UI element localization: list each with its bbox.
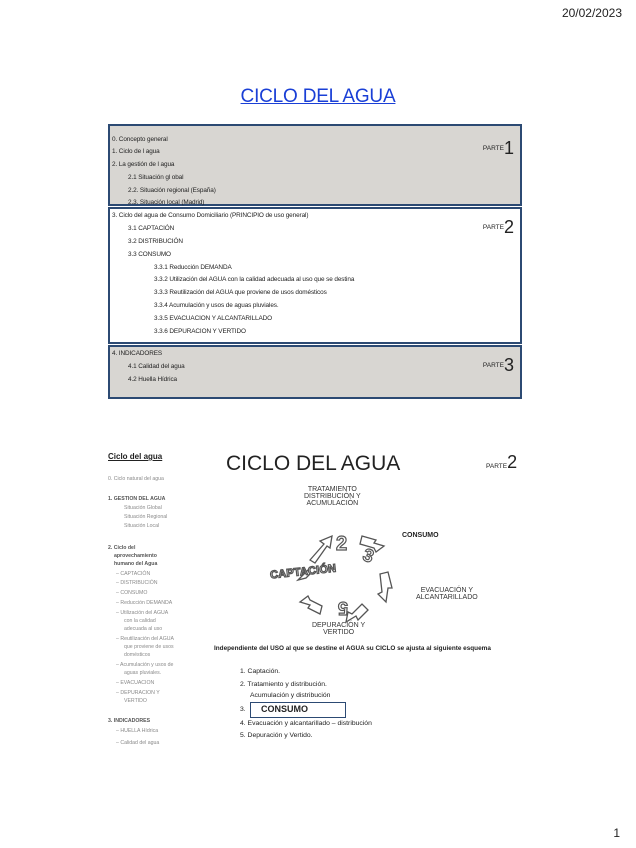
sidebar-item: – Calidad del agua: [116, 740, 160, 746]
arrow-number-5: 5: [337, 598, 348, 618]
independent-text: Independiente del USO al que se destine el AGUA su CICLO se ajusta al siguiente esquema: [214, 645, 491, 652]
parte-number: 1: [503, 138, 514, 158]
slide1-title[interactable]: CICLO DEL AGUA: [240, 86, 396, 107]
parte-number: 3: [503, 355, 514, 375]
sidebar-item: que proviene de usos: [124, 644, 174, 650]
parte-number: 2: [503, 217, 514, 237]
arrow-icon: [378, 572, 392, 602]
cycle-depuracion-label: DEPURACIÓN Y VERTIDO: [312, 622, 366, 636]
sidebar-item: aprovechamiento: [114, 553, 157, 559]
parte-3-label: [483, 355, 514, 376]
sidebar-title: Ciclo del agua: [108, 452, 163, 461]
parte-word: PARTE: [486, 463, 508, 470]
part1-box: [108, 124, 522, 206]
part2-line: 3.3 CONSUMO: [128, 251, 171, 258]
sidebar-item: – CONSUMO: [116, 590, 148, 596]
sidebar-item: – EVACUACION: [116, 680, 155, 686]
sidebar-item: domésticos: [124, 652, 151, 658]
parte-2-label: [483, 217, 514, 238]
step-item: 5. Depuración y Vertido.: [240, 732, 313, 739]
step-item: 4. Evacuación y alcantarillado – distribución: [240, 720, 372, 727]
sidebar-item: aguas pluviales.: [124, 670, 162, 676]
sidebar-item: – HUELLA Hídrica: [116, 728, 159, 734]
part2-line: 3.2 DISTRIBUCIÓN: [128, 238, 183, 245]
part2-line: 3.3.6 DEPURACION Y VERTIDO: [154, 328, 246, 335]
part2-line: 3.3.1 Reducción DEMANDA: [154, 264, 232, 271]
part3-line: 4. INDICADORES: [112, 350, 163, 357]
sidebar-item: 0. Ciclo natural del agua: [108, 476, 164, 482]
part2-box: [108, 207, 522, 344]
cycle-evacuacion-label: EVACUACIÓN Y ALCANTARILLADO: [416, 587, 478, 601]
sidebar-item: – DISTRIBUCIÓN: [116, 580, 158, 586]
sidebar-item: – Acumulación y usos de: [116, 662, 174, 668]
arrow-icon: [310, 536, 332, 563]
parte-1-label: [483, 138, 514, 159]
part2-line: 3.3.3 Reutilización del AGUA que proviene de usos domésticos: [154, 289, 327, 296]
sidebar-item: VERTIDO: [124, 698, 147, 704]
slide2-title: CICLO DEL AGUA: [226, 452, 401, 475]
parte-number: 2: [507, 452, 518, 472]
arrow-number-3: 3: [360, 544, 377, 567]
sidebar-item: 2. Ciclo del: [108, 545, 136, 551]
sidebar-item: 3. INDICADORES: [108, 718, 151, 724]
sidebar-item: humano del Agua: [114, 561, 158, 567]
step-item: 1. Captación.: [240, 668, 281, 675]
sidebar-item: 1. GESTION DEL AGUA: [108, 496, 166, 502]
cycle-consumo-label: CONSUMO: [402, 532, 439, 539]
page-number: 1: [613, 826, 620, 840]
sidebar-item: – Reducción DEMANDA: [116, 600, 173, 606]
cycle-captacion-label: CAPTACIÓN: [269, 562, 337, 582]
sidebar-item: Situación Local: [124, 523, 160, 529]
parte-word: PARTE: [482, 362, 504, 369]
parte-word: PARTE: [482, 224, 504, 231]
part2-line: 3. Ciclo del agua de Consumo Domiciliario (PRINCIPIO de uso general): [112, 212, 309, 219]
part1-line: 2.2. Situación regional (España): [128, 187, 216, 194]
arrow-number-2: 2: [336, 533, 348, 555]
part3-line: 4.1 Calidad del agua: [128, 363, 185, 370]
sidebar-item: con la calidad: [124, 618, 156, 624]
sidebar-item: – CAPTACIÓN: [116, 571, 151, 577]
sidebar-item: – Reutilización del AGUA: [116, 636, 174, 642]
part2-line: 3.3.5 EVACUACION Y ALCANTARILLADO: [154, 315, 273, 322]
slide2-parte-label: [486, 452, 517, 473]
sidebar-item: adecuada al uso: [124, 626, 163, 632]
consumo-boxed: CONSUMO: [250, 702, 346, 718]
step-item: 2. Tratamiento y distribución.: [240, 681, 327, 688]
part1-line: 0. Concepto general: [112, 136, 168, 143]
part2-line: 3.3.2 Utilización del AGUA con la calidad adecuada al uso que se destina: [154, 276, 355, 283]
date: 20/02/2023: [561, 6, 622, 20]
part3-line: 4.2 Huella Hídrica: [128, 376, 177, 383]
arrow-icon: [346, 604, 368, 622]
part1-line: 2.1 Situación gl obal: [128, 174, 184, 181]
part1-line: 2.3. Situación local (Madrid): [128, 199, 205, 206]
part1-line: 2. La gestión de l agua: [112, 161, 175, 168]
arrow-icon: [300, 596, 322, 614]
parte-word: PARTE: [482, 145, 504, 152]
step-item: 3.: [240, 706, 246, 713]
part3-box: [108, 345, 522, 399]
step-item: Acumulación y distribución: [250, 692, 331, 699]
sidebar-item: – DEPURACION Y: [116, 690, 160, 696]
cycle-treatment-label: TRATAMIENTO DISTRIBUCIÓN Y ACUMULACIÓN: [304, 486, 361, 507]
part2-line: 3.3.4 Acumulación y usos de aguas pluviales.: [154, 302, 279, 309]
part1-line: 1. Ciclo de l agua: [112, 148, 160, 155]
sidebar-item: Situación Regional: [124, 514, 168, 520]
sidebar-item: – Utilización del AGUA: [116, 610, 169, 616]
part2-line: 3.1 CAPTACIÓN: [128, 225, 175, 232]
sidebar-item: Situación Global: [124, 505, 162, 511]
